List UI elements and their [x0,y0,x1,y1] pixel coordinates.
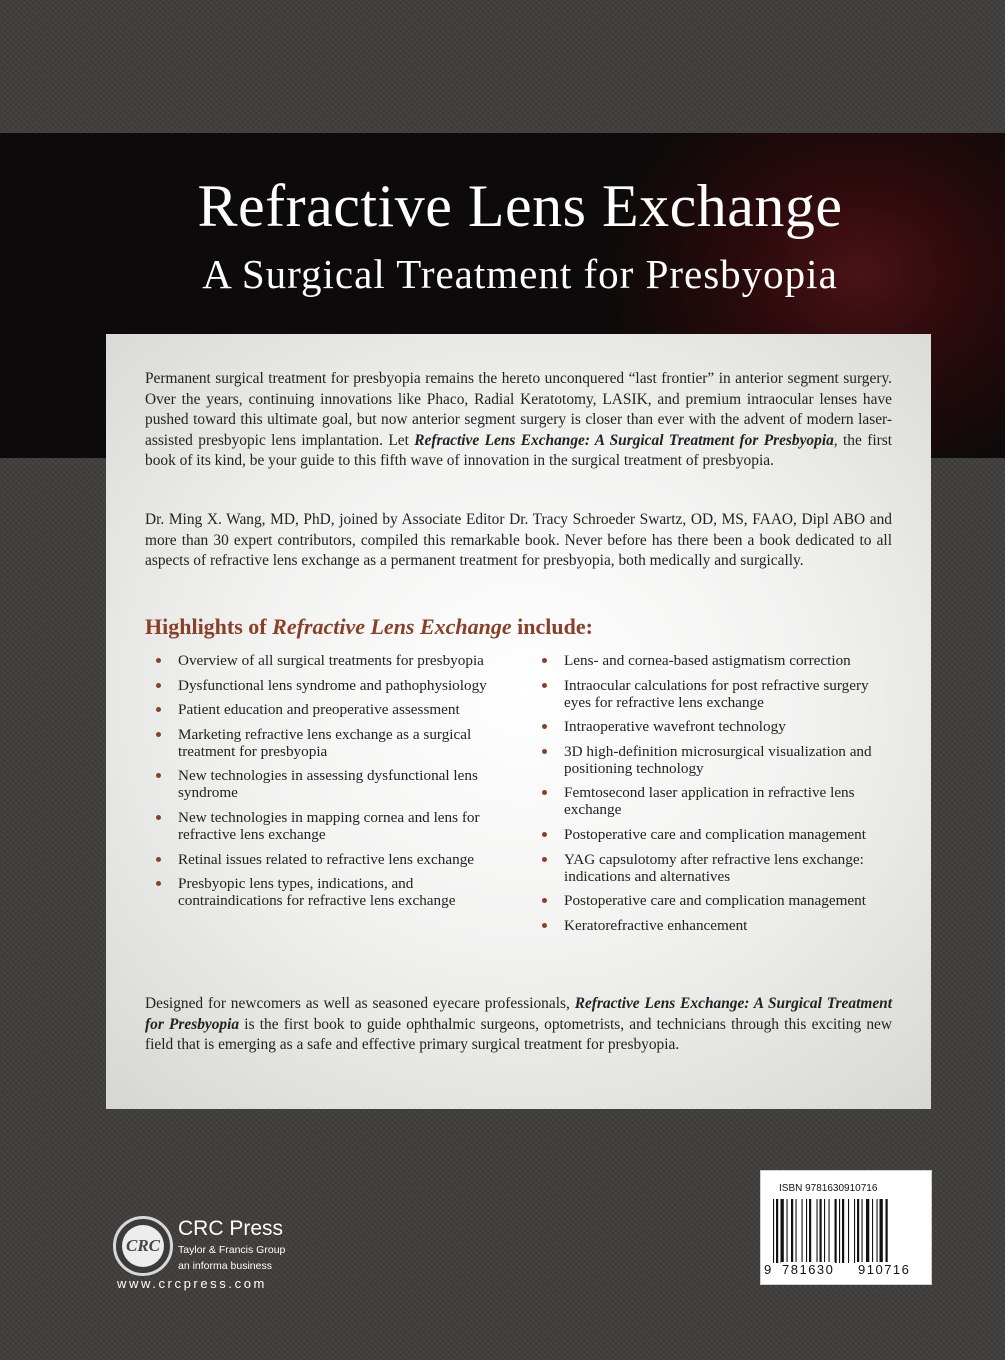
barcode-bar [824,1199,825,1263]
publisher-url: www.crcpress.com [117,1276,267,1291]
bullet-icon [542,857,547,862]
highlight-item [156,726,516,760]
barcode-bar [791,1199,793,1263]
barcode-bar [820,1199,822,1263]
bullet-icon [156,815,161,820]
barcode-digit-first: 9 [764,1262,772,1277]
highlight-text: 3D high-definition microsurgical visualization and positioning technology [564,742,872,777]
highlight-text: Presbyopic lens types, indications, and contraindications for refractive lens exchange [178,875,456,910]
bullet-icon [156,881,161,886]
highlight-item [542,677,892,711]
barcode-bar [809,1199,811,1263]
barcode-bar [773,1199,774,1263]
barcode-bar [817,1199,818,1263]
barcode-bar [872,1199,873,1263]
highlight-text: Dysfunctional lens syndrome and pathophysiology [178,676,487,694]
highlight-item [542,743,892,777]
publisher-name: CRC Press [178,1217,284,1240]
barcode-bar [839,1199,840,1263]
publisher-informa: an informa business [178,1260,272,1272]
barcode-bar [802,1199,803,1263]
highlight-text: YAG capsulotomy after refractive lens exchange: indications and alternatives [564,850,864,885]
bullet-icon [156,683,161,688]
isbn-label: ISBN 9781630910716 [779,1183,878,1194]
highlight-text: Intraocular calculations for post refractive surgery eyes for refractive lens exchange [564,676,869,711]
highlights-left-list [156,652,516,917]
barcode-bar [787,1199,788,1263]
highlight-text: Keratorefractive enhancement [564,916,748,934]
highlights-right-list [542,652,892,941]
book-subtitle: A Surgical Treatment for Presbyopia [202,251,838,297]
barcode-bar [857,1199,859,1263]
highlight-item [156,652,516,669]
highlight-item [156,767,516,801]
barcode-bar [886,1199,888,1263]
highlight-text: Marketing refractive lens exchange as a surgical treatment for presbyopia [178,725,472,760]
highlight-item [542,718,892,735]
intro-paragraph: Permanent surgical treatment for presbyopia remains the hereto unconquered “last frontier” in anterior segment surgery. Over the years, continuing innovations like Phaco, Radial Keratotomy, LASIK, and premium intraocular lenses have pushed toward this ultimate goal, but now anterior segment surgery is closer than ever with the advent of modern laser-assisted presbyopic lens implantation. Let Refractive Lens Exchange: A Surgical Treatment for Presbyopia, the first book of its kind, be your guide to this fifth wave of innovation in the surgical treatment of presbyopia. [145,370,892,470]
barcode-bar [776,1199,778,1263]
highlight-item [542,826,892,843]
highlight-item [542,917,892,934]
barcode-bar [866,1199,869,1263]
bullet-icon [156,773,161,778]
barcode-bar [806,1199,807,1263]
book-title: Refractive Lens Exchange [197,173,843,239]
authors-paragraph: Dr. Ming X. Wang, MD, PhD, joined by Associate Editor Dr. Tracy Schroeder Swartz, OD, MS, FAAO, Dipl ABO and more than 30 expert contributors, compiled this remarkable book. Never before has there been a book dedicated to all aspects of refractive lens exchange as a permanent treatment for presbyopia, both medically and surgically. [145,511,892,570]
bullet-icon [542,749,547,754]
barcode-bar [835,1199,837,1263]
highlight-item [542,652,892,669]
highlight-item [156,677,516,694]
bullet-icon [542,724,547,729]
highlight-item [156,701,516,718]
highlight-item [542,892,892,909]
highlight-item [542,784,892,818]
highlight-text: New technologies in mapping cornea and lens for refractive lens exchange [178,808,480,843]
barcode-bar [854,1199,855,1263]
barcode-bar [829,1199,830,1263]
bullet-icon [542,790,547,795]
publisher-group: Taylor & Francis Group [178,1244,286,1256]
barcode-bar [842,1199,844,1263]
bullet-icon [542,683,547,688]
highlight-text: Intraoperative wavefront technology [564,718,786,736]
highlight-text: Overview of all surgical treatments for presbyopia [178,652,484,669]
highlights-heading: Highlights of Refractive Lens Exchange include: [145,614,593,639]
bullet-icon [542,658,547,663]
bullet-icon [156,857,161,862]
highlight-text: Patient education and preoperative assessment [178,701,460,719]
crc-logo-icon: CRC [113,1216,173,1276]
closing-paragraph: Designed for newcomers as well as seasoned eyecare professionals, Refractive Lens Exchange: A Surgical Treatment for Presbyopia is the first book to guide ophthalmic surgeons, optometrists, and technicians through this exciting new field that is emerging as a safe and effective primary surgical treatment for presbyopia. [145,995,892,1054]
bullet-icon [542,832,547,837]
bullet-icon [542,923,547,928]
highlight-text: Lens- and cornea-based astigmatism correction [564,652,851,669]
description-panel [106,334,931,1109]
barcode-digits-end: 910716 [858,1262,911,1277]
highlight-text: New technologies in assessing dysfunctional lens syndrome [178,767,478,802]
barcode-bar [848,1199,849,1263]
highlight-text: Femtosecond laser application in refractive lens exchange [564,784,855,819]
highlight-item [156,875,516,909]
highlight-item [156,851,516,868]
barcode-bar [781,1199,784,1263]
barcode-digits-mid: 781630 [782,1262,835,1277]
bullet-icon [542,898,547,903]
highlight-text: Postoperative care and complication management [564,825,866,843]
highlight-item [156,809,516,843]
barcode-bar [880,1199,883,1263]
bullet-icon [156,707,161,712]
bullet-icon [156,658,161,663]
highlight-text: Postoperative care and complication management [564,892,866,910]
highlight-item [542,851,892,885]
bullet-icon [156,732,161,737]
highlight-text: Retinal issues related to refractive lens exchange [178,850,475,868]
barcode-bar [796,1199,797,1263]
barcode-bar [877,1199,878,1263]
barcode-bar [862,1199,863,1263]
